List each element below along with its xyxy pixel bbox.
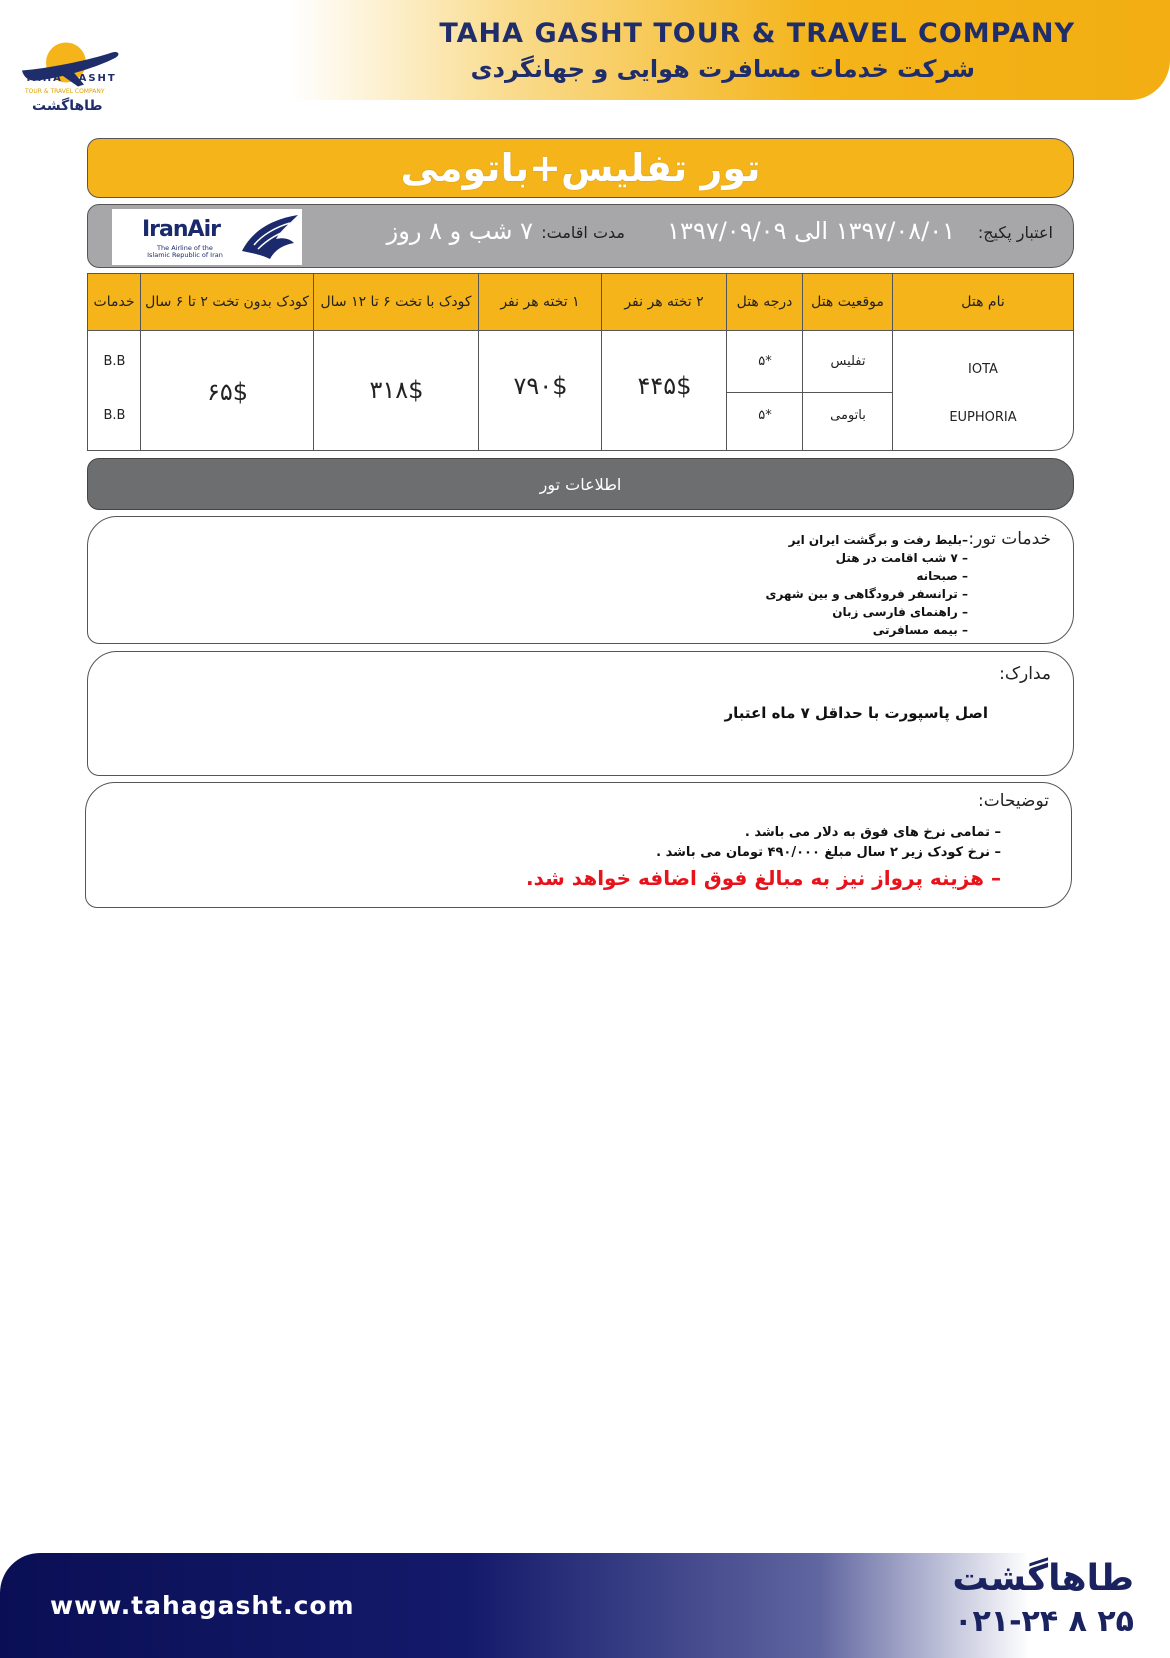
list-item: – راهنمای فارسی زبان — [832, 605, 968, 619]
table-row-1-grade: ۵* — [758, 353, 772, 369]
logo-text: TAHA GASHT — [25, 73, 117, 84]
price-child-no-bed: ۶۵$ — [206, 378, 249, 406]
notes-list — [526, 823, 1001, 893]
services-label: خدمات تور: — [968, 529, 1051, 549]
airline-tagline-2: Islamic Republic of Iran — [147, 251, 223, 259]
airline-tagline-1: The Airline of the — [157, 244, 213, 252]
price-child-with-bed: ۳۱۸$ — [369, 376, 424, 404]
footer-brand: طاهاگشت — [952, 1558, 1134, 1599]
row-divider — [727, 392, 893, 393]
table-row-2-location: باتومی — [830, 407, 866, 423]
header-single-price: ۱ تخته هر نفر — [479, 274, 602, 330]
tour-title-bar — [87, 138, 1074, 198]
stay-value: ۷ شب و ۸ روز — [386, 217, 533, 245]
hotel-name-column — [893, 330, 1073, 450]
tour-title: تور تفلیس+باتومی — [400, 146, 761, 190]
documents-text: اصل پاسپورت با حداقل ۷ ماه اعتبار — [724, 704, 988, 722]
flight-cost-note: – هزینه پرواز نیز به مبالغ فوق اضافه خواهد شد. — [526, 866, 1001, 890]
package-info-bar — [87, 204, 1074, 268]
list-item: – ترانسفر فرودگاهی و بین شهری — [765, 587, 968, 601]
tour-info-header — [87, 458, 1074, 510]
stay-label: مدت اقامت: — [541, 223, 625, 242]
airline-tagline — [140, 245, 230, 259]
table-row-2-service: B.B — [103, 407, 126, 423]
validity-value: ۱۳۹۷/۰۸/۰۱ الی ۱۳۹۷/۰۹/۰۹ — [667, 217, 955, 245]
validity-label: اعتبار پکیج: — [977, 223, 1053, 242]
table-row-1-location: تفلیس — [830, 353, 866, 369]
notes-box — [85, 782, 1072, 908]
table-row-1-hotel: IOTA — [968, 361, 998, 377]
list-item: – صبحانه — [916, 569, 968, 583]
header-child-no-bed: کودک بدون تخت ۲ تا ۶ سال — [141, 274, 314, 330]
company-name-en: TAHA GASHT TOUR & TRAVEL COMPANY — [439, 18, 1075, 49]
services-box — [87, 516, 1074, 644]
homa-bird-icon — [232, 211, 302, 263]
header-hotel-name: نام هتل — [893, 274, 1073, 330]
website-link[interactable]: www.tahagasht.com — [50, 1591, 355, 1620]
logo-subtext: TOUR & TRAVEL COMPANY — [25, 88, 105, 95]
header-double-price: ۲ تخته هر نفر — [602, 274, 727, 330]
documents-box — [87, 651, 1074, 776]
list-item: – نرخ کودک زیر ۲ سال مبلغ ۴۹۰/۰۰۰ تومان می باشد . — [656, 845, 1001, 860]
header-hotel-location: موقعیت هتل — [803, 274, 893, 330]
price-double: ۴۴۵$ — [637, 372, 692, 400]
logo-text-fa: طاهاگشت — [32, 98, 103, 114]
services-list — [765, 531, 968, 639]
footer-phone: ۰۲۱-۲۴ ۸ ۲۵ — [954, 1604, 1134, 1639]
list-item: – تمامی نرخ های فوق به دلار می باشد . — [744, 825, 1001, 840]
price-single: ۷۹۰$ — [513, 372, 568, 400]
airline-name: IranAir — [142, 217, 220, 242]
list-item: –بلیط رفت و برگشت ایران ایر — [788, 533, 968, 547]
list-item: – بیمه مسافرتی — [872, 623, 968, 637]
table-row-2-hotel: EUPHORIA — [949, 409, 1017, 425]
list-item: – ۷ شب اقامت در هتل — [835, 551, 968, 565]
airline-logo — [112, 209, 302, 265]
tour-info-title: اطلاعات تور — [539, 474, 622, 494]
header-hotel-grade: درجه هتل — [727, 274, 803, 330]
documents-label: مدارک: — [999, 664, 1051, 684]
table-row-1-service: B.B — [103, 353, 126, 369]
header-child-with-bed: کودک با تخت ۶ تا ۱۲ سال — [314, 274, 479, 330]
price-table — [87, 273, 1074, 451]
table-row-2-grade: ۵* — [758, 407, 772, 423]
notes-label: توضیحات: — [978, 791, 1049, 811]
header-services: خدمات — [88, 274, 141, 330]
header-band — [290, 0, 1170, 100]
company-name-fa: شرکت خدمات مسافرت هوایی و جهانگردی — [470, 55, 975, 83]
